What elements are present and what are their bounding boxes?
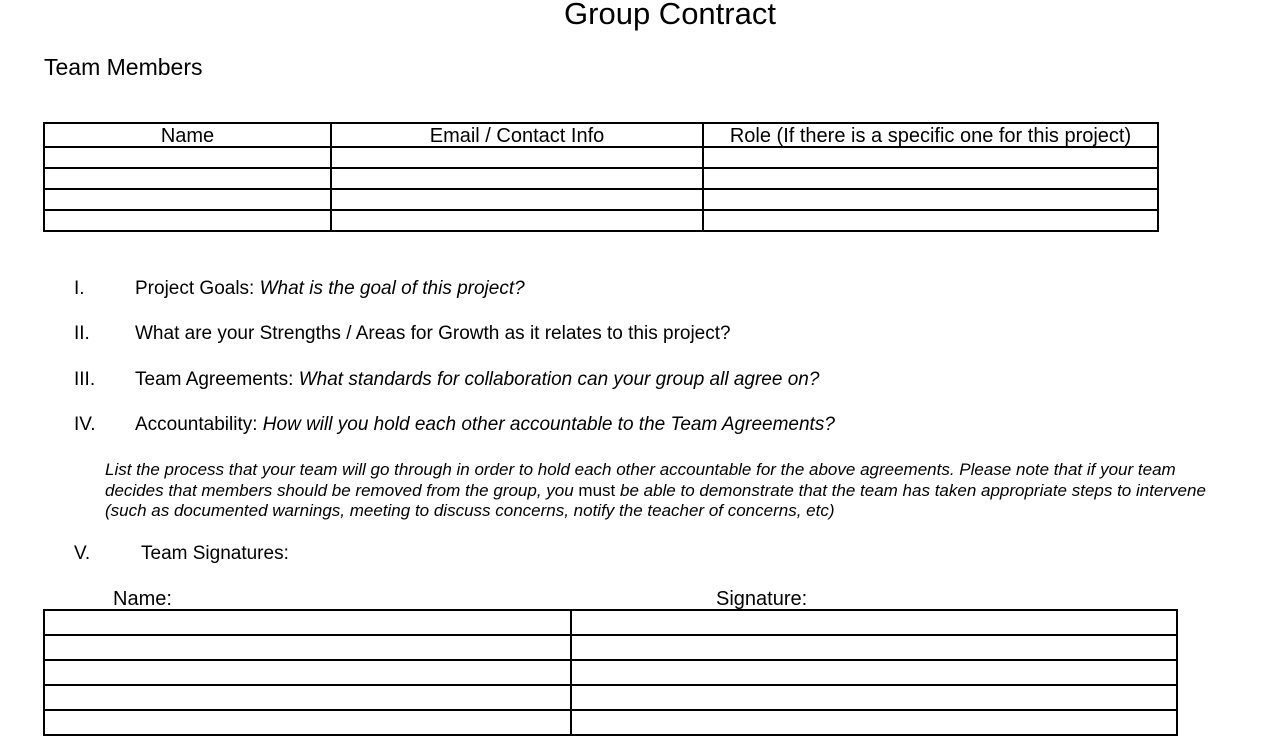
signature-name-label: Name: (113, 588, 172, 610)
note-line: List the process that your team will go through in order to hold each other accountable for the above agreements. Please note that if your team (105, 460, 1176, 479)
section-question: How will you hold each other accountable to the Team Agreements? (262, 414, 835, 435)
column-header-name: Name (44, 123, 331, 147)
member-name-cell[interactable] (44, 210, 331, 231)
signature-cell[interactable] (571, 610, 1177, 635)
accountability-note (105, 460, 1245, 522)
member-role-cell[interactable] (703, 168, 1158, 189)
section-label: Project Goals: (135, 278, 260, 299)
note-emphasis: must (578, 480, 616, 500)
member-role-cell[interactable] (703, 210, 1158, 231)
section-label: Team Signatures: (141, 543, 289, 564)
table-row (44, 710, 1177, 735)
section-numeral: II. (74, 323, 90, 344)
section-label: What are your Strengths / Areas for Growth as it relates to this project? (135, 323, 731, 344)
member-email-cell[interactable] (331, 189, 703, 210)
section-numeral: IV. (74, 414, 96, 435)
signature-name-cell[interactable] (44, 610, 571, 635)
table-row (44, 610, 1177, 635)
table-row (44, 147, 1158, 168)
table-row (44, 635, 1177, 660)
table-row (44, 210, 1158, 231)
document-title: Group Contract (564, 0, 776, 31)
signature-cell[interactable] (571, 685, 1177, 710)
signature-name-cell[interactable] (44, 710, 571, 735)
signature-name-cell[interactable] (44, 660, 571, 685)
column-header-role: Role (If there is a specific one for this project) (703, 123, 1158, 147)
note-text: decides that members should be removed from the group, you (105, 480, 579, 500)
signature-cell[interactable] (571, 710, 1177, 735)
section-numeral: V. (74, 543, 91, 564)
signature-name-cell[interactable] (44, 685, 571, 710)
signature-signature-label: Signature: (716, 588, 808, 610)
signatures-table (43, 609, 1178, 736)
section-label: Team Agreements: (135, 369, 299, 390)
table-row (44, 685, 1177, 710)
member-email-cell[interactable] (331, 168, 703, 189)
section-text (135, 276, 525, 302)
signature-cell[interactable] (571, 660, 1177, 685)
section-text (141, 541, 289, 567)
column-header-email: Email / Contact Info (331, 123, 703, 147)
member-email-cell[interactable] (331, 210, 703, 231)
section-text (135, 367, 819, 393)
team-members-heading: Team Members (44, 54, 203, 80)
member-name-cell[interactable] (44, 168, 331, 189)
table-row (44, 660, 1177, 685)
section-numeral: I. (74, 278, 85, 299)
table-header-row (44, 123, 1158, 147)
member-role-cell[interactable] (703, 189, 1158, 210)
section-question: What standards for collaboration can your group all agree on? (298, 369, 820, 390)
signature-name-cell[interactable] (44, 635, 571, 660)
member-role-cell[interactable] (703, 147, 1158, 168)
note-line: (such as documented warnings, meeting to discuss concerns, notify the teacher of concerns, etc) (105, 501, 835, 520)
note-line (105, 481, 1245, 502)
section-text (135, 412, 835, 438)
member-name-cell[interactable] (44, 147, 331, 168)
section-text (135, 321, 731, 347)
team-members-table (43, 122, 1159, 232)
note-text: be able to demonstrate that the team has taken appropriate steps to intervene (615, 480, 1206, 500)
member-name-cell[interactable] (44, 189, 331, 210)
section-question: What is the goal of this project? (259, 278, 525, 299)
table-row (44, 189, 1158, 210)
section-numeral: III. (74, 369, 96, 390)
table-row (44, 168, 1158, 189)
section-label: Accountability: (135, 414, 263, 435)
member-email-cell[interactable] (331, 147, 703, 168)
signature-cell[interactable] (571, 635, 1177, 660)
